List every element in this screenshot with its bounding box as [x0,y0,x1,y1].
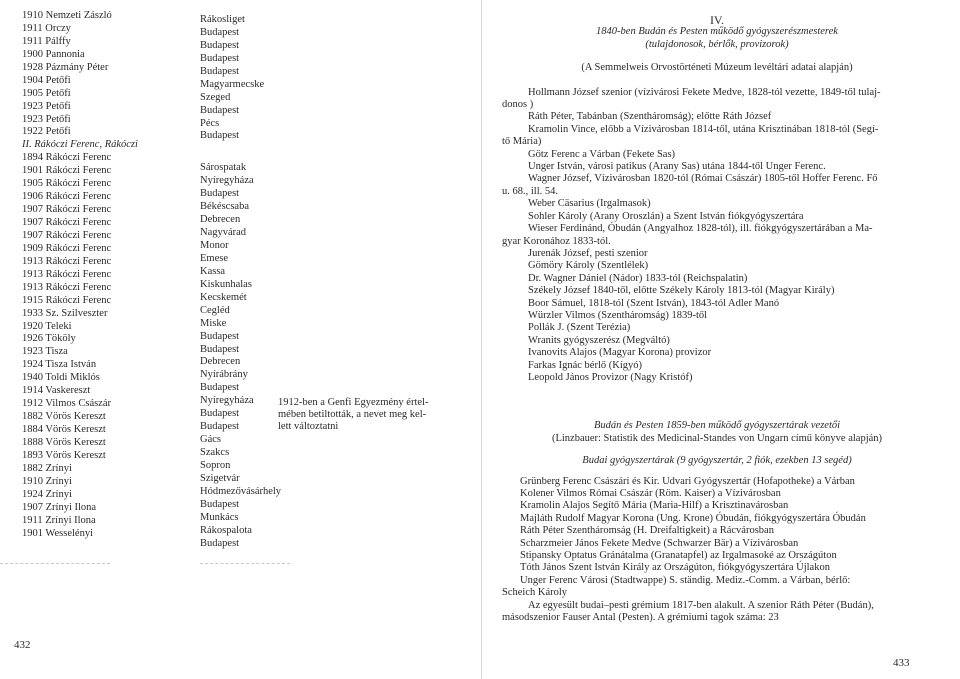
entry-line: Hollmann József szenior (vízivárosi Fekete Medve, 1828-tól vezette, 1849-től tulaj- [528,86,881,98]
note-line: mében betiltották, a nevet meg kel- [278,409,427,420]
place-row: Kiskunhalas [200,278,252,290]
place-row: Nyíregyháza [200,395,254,407]
place-row: Munkács [200,511,239,523]
entry-line: Farkas Ignác bérlő (Kígyó) [528,359,643,371]
place-row: Budapest [200,421,240,433]
place-row: Miske [200,317,227,329]
name-row: 1888 Vörös Kereszt [22,436,106,448]
page-gutter [481,0,482,679]
name-row: 1910 Nemzeti Zászló [22,10,112,21]
name-row: 1905 Petőfi [22,87,71,99]
place-row: Kassa [200,265,226,277]
place-row: Emese [200,252,228,264]
source-note: (A Semmelweis Orvostörténeti Múzeum levéltári adatai alapján) [581,62,853,74]
pharmacy-line: Scharzmeier János Fekete Medve (Schwarzer Bär) a Vízivárosban [520,537,799,549]
section2-source: (Linzbauer: Statistik des Medicinal-Standes von Ungarn című könyve alapján) [551,432,883,444]
name-row: 1913 Rákóczi Ferenc [22,268,112,280]
place-row: Budapest [200,537,240,549]
place-row: Nagyvárad [200,227,247,239]
pharmacy-line: Majláth Rudolf Magyar Korona (Ung. Krone) Óbudán, fiókgyógyszertára Óbudán [520,512,866,524]
name-row: 1928 Pázmány Péter [22,61,109,73]
pharmacy-line: másodszenior Fauser Antal (Pesten). A grémiumi tagok száma: 23 [502,612,779,624]
note-line: lett változtatni [278,421,339,432]
place-row: Rákosliget [200,14,245,25]
name-row: 1906 Rákóczi Ferenc [22,191,112,203]
place-row: Nyíregyháza [200,175,254,187]
place-row: Sopron [200,459,231,471]
name-row: 1922 Petőfi [22,126,71,138]
place-row: Debrecen [200,356,241,368]
place-row: Sárospatak [200,162,247,174]
pharmacy-line: Az egyesült budai–pesti grémium 1817-ben alakult. A szenior Ráth Péter (Budán), [528,599,874,611]
place-row: Budapest [200,408,240,420]
name-row: 1913 Rákóczi Ferenc [22,255,112,267]
entry-line: Ivanovits Alajos (Magyar Korona) provizor [528,347,712,359]
page-number-right: 433 [893,657,910,669]
entry-line: gyar Koronához 1833-tól. [502,235,611,247]
name-row: 1924 Tisza István [22,359,97,371]
entry-line: donos ) [502,99,534,111]
entry-line: Dr. Wagner Dániel (Nádor) 1833-tól (Reichspalatin) [528,272,748,284]
genf-note [278,397,458,433]
entry-line: Götz Ferenc a Várban (Fekete Sas) [528,148,676,160]
place-row: Gács [200,434,221,446]
name-row: 1914 Vaskereszt [22,385,91,397]
name-row: 1882 Vörös Kereszt [22,411,106,423]
place-row: Budapest [200,188,240,200]
place-row: Budapest [200,498,240,510]
pharmacy-line: Grünberg Ferenc Császári és Kir. Udvari Gyógyszertár (Hofapotheke) a Várban [520,475,855,487]
place-row: Szigetvár [200,472,240,484]
name-row: 1920 Teleki [22,320,72,332]
name-row: 1911 Zrínyi Ilona [22,514,96,526]
name-row: 1907 Rákóczi Ferenc [22,217,112,228]
name-row: 1924 Zrínyi [22,488,72,500]
entry-line: u. 68., ill. 54. [502,185,559,197]
right-page-text [502,14,932,624]
entry-line: Weber Cäsarius (Irgalmasok) [528,198,651,210]
entry-line: Pollák J. (Szent Terézia) [528,322,631,334]
name-row: 1911 Orczy [22,22,71,34]
entry-line: Wieser Ferdinánd, Óbudán (Angyalhoz 1828-tól), ill. fiókgyógyszertárában a Ma- [528,223,873,235]
place-row: Cegléd [200,304,230,316]
place-row: Szeged [200,91,231,103]
pharmacy-line: Scheich Károly [502,587,568,599]
pharmacy-line: Stipansky Optatus Gránátalma (Granatapfel) az Irgalmasoké az Országúton [520,550,837,562]
entry-line: Ráth Péter, Tabánban (Szentháromság); előtte Ráth József [528,111,772,123]
name-row: 1923 Tisza [22,346,68,358]
entry-line: Sohler Károly (Arany Oroszlán) a Szent István fiókgyógyszertára [528,210,804,222]
name-row: 1901 Rákóczi Ferenc [22,165,112,177]
pharmacy-line: Kolener Vilmos Római Császár (Röm. Kaiser) a Vízivárosban [520,488,781,499]
place-row: Debrecen [200,214,241,226]
place-row: Budapest [200,130,240,142]
entry-line: Wranits gyógyszerész (Megváltó) [528,334,670,346]
name-row: 1907 Rákóczi Ferenc [22,204,112,216]
place-row: Budapest [200,382,240,394]
entry-line: Székely József 1840-től, előtte Székely Károly 1813-tól (Magyar Király) [528,285,835,297]
page-number-left: 432 [14,639,31,651]
name-row: II. Rákóczi Ferenc, Rákóczi [22,139,138,151]
entry-line: tő Mária) [502,136,542,148]
entry-line: Würzler Vilmos (Szentháromság) 1839-től [528,309,708,321]
entry-line: Jurenák József, pesti szenior [528,247,648,259]
place-row: Budapest [200,65,240,77]
name-row: 1907 Rákóczi Ferenc [22,229,112,241]
left-column-places [200,14,310,551]
pharmacy-line: Unger Ferenc Városi (Stadtwappe) S. ständig. Mediz.-Comm. a Várban, bérlő: [520,574,851,586]
pharmacy-line: Kramolin Alajos Segítő Mária (Maria-Hilf) a Krisztinavárosban [520,500,789,512]
place-row: Budapest [200,39,240,51]
pharmacy-list-1859 [502,476,932,625]
note-line: 1912-ben a Genfi Egyezmény értel- [278,397,429,408]
pharmacy-line: Ráth Péter Szentháromság (H. Dreifaltigkeit) a Rácvárosban [520,525,774,537]
name-row: 1910 Zrínyi [22,475,72,487]
name-row: 1915 Rákóczi Ferenc [22,294,112,306]
name-row: 1913 Rákóczi Ferenc [22,281,112,293]
name-row: 1905 Rákóczi Ferenc [22,178,112,190]
divider-dash [200,563,290,565]
entry-line: Unger István, városi patikus (Arany Sas) utána 1844-től Unger Ferenc. [528,161,826,173]
name-row: 1907 Zrínyi Ilona [22,501,97,513]
place-row: Szakcs [200,447,230,458]
entry-line: Boor Sámuel, 1818-tól (Szent István), 1843-tól Adler Manó [528,297,780,309]
entry-line: Kramolin Vince, előbb a Vízivárosban 1814-től, utána Krisztinában 1818-tól (Segí- [528,123,879,135]
left-column-names [22,10,202,540]
place-row: Rákospalota [200,524,252,536]
name-row: 1904 Petőfi [22,74,71,86]
name-row: 1911 Pálffy [22,35,71,47]
name-row: 1912 Vilmos Császár [22,398,112,410]
name-row: 1882 Zrínyi [22,462,72,474]
section-title-line: (tulajdonosok, bérlők, provizorok) [645,38,789,50]
pharmacy-line: Tóth János Szent István Király az Országúton, fiókgyógyszertára Újlakon [520,562,830,574]
name-row: 1894 Rákóczi Ferenc [22,152,112,164]
name-row: 1884 Vörös Kereszt [22,424,106,435]
place-row: Monor [200,240,229,251]
place-row: Magyarmecske [200,78,265,90]
section-number: IV. [709,13,725,27]
entry-line: Gömöry Károly (Szentlélek) [528,260,649,272]
name-row: 1926 Tököly [22,333,76,345]
name-row: 1893 Vörös Kereszt [22,449,106,461]
place-row: Budapest [200,343,240,355]
section2-subtitle: Budai gyógyszertárak (9 gyógyszertár, 2 fiók, ezekben 13 segéd) [582,455,852,467]
place-row: Budapest [200,52,240,64]
place-row: Nyírábrány [200,369,248,381]
name-row: 1901 Wesselényi [22,527,93,539]
section-title-line: 1840-ben Budán és Pesten működő gyógyszerészmesterek [596,26,838,38]
name-row: 1933 Sz. Szilveszter [22,307,108,319]
pharmacist-list-1840 [502,87,932,385]
section2-title: Budán és Pesten 1859-ben működő gyógyszertárak vezetői [593,420,841,432]
name-row: 1909 Rákóczi Ferenc [22,242,112,254]
divider-dash [0,563,110,565]
name-row: 1900 Pannonia [22,48,85,60]
place-row: Békéscsaba [200,201,249,213]
name-row: 1923 Petőfi [22,113,71,125]
place-row: Hódmezővásárhely [200,485,282,497]
place-row: Budapest [200,26,240,38]
place-row: Budapest [200,330,240,342]
name-row: 1923 Petőfi [22,100,71,112]
place-row: Kecskemét [200,291,247,303]
entry-line: Wagner József, Vízivárosban 1820-tól (Római Császár) 1805-től Hoffer Ferenc. Fő [528,173,878,185]
place-row: Budapest [200,104,240,116]
place-row: Pécs [200,117,220,129]
entry-line: Leopold János Provizor (Nagy Kristóf) [528,371,693,383]
name-row: 1940 Toldi Miklós [22,372,100,384]
spacer [200,143,310,162]
